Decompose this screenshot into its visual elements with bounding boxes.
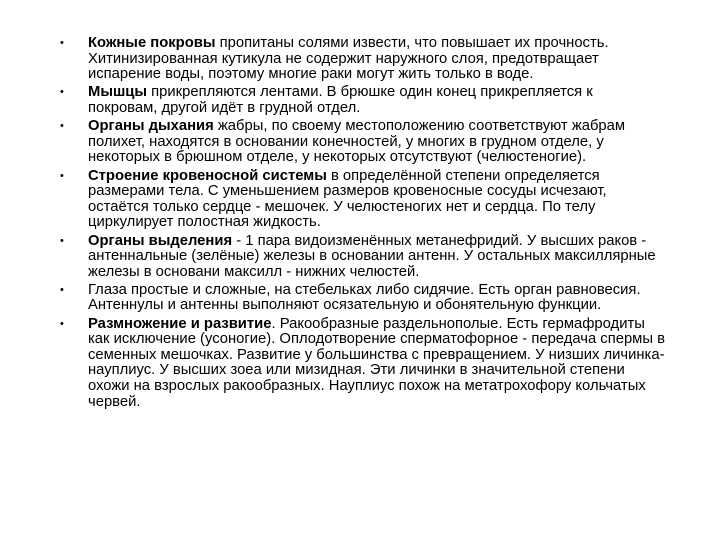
item-lead: Размножение и развитие [88,315,272,332]
bullet-dot: • [60,86,64,99]
list-item-muscles [60,85,665,116]
item-text: прикрепляются лентами. В брюшке один конец прикрепляется к покровам, другой идёт в грудной отдел. [88,84,593,116]
item-text: в определённой степени определяется размерами тела. С уменьшением размеров кровеносные сосуды исчезают, остаётся только сердце - мешочек. У челюстеногих нет и сердца. По телу циркулирует полостная жидкость. [88,167,607,231]
bullet-list [60,36,665,413]
list-item-reproduction [60,317,665,411]
list-item-respiration [60,119,665,166]
item-lead: Мышцы [88,84,148,101]
item-text: жабры, по своему местоположению соответствуют жабрам полихет, находятся в основании конечностей, у многих в грудном отделе, у некоторых в брюшном отделе, у некоторых отсутствуют (челюстеногие). [88,118,626,166]
item-text: . Ракообразные раздельнополые. Есть гермафродиты как исключение (усоногие). Оплодотворение сперматофорное - передача спермы в семенных мешочках. Развитие у большинства с превращением. У низших личинка- науплиус. У высших зоеа или мизидная. Эти личинки в значительной степени охожи на взрослых ракообразных. Науплиус похож на метатрохофору кольчатых червей. [88,315,665,410]
bullet-dot: • [60,37,64,49]
item-lead: Органы выделения [88,232,233,249]
item-text: - 1 пара видоизменённых метанефридий. У высших раков - антеннальные (зелёные) железы в основании антенн. У остальных максиллярные железы в основани максилл - нижних челюстей. [88,232,656,280]
list-item-skin [60,36,665,83]
bullet-dot: • [60,120,64,133]
bullet-dot: • [60,169,64,182]
item-text: пропитаны солями извести, что повышает их прочность. Хитинизированная кутикула не содержит наружного слоя, предотвращает испарение воды, поэтому многие раки могут жить только в воде. [88,35,609,83]
item-lead: Строение кровеносной системы [88,167,327,184]
bullet-dot: • [60,283,64,296]
bullet-dot: • [60,317,64,330]
item-lead: Кожные покровы [88,35,216,51]
list-item-excretion [60,234,665,281]
list-item-circulation [60,169,665,231]
item-text: Глаза простые и сложные, на стебельках либо сидячие. Есть орган равновесия. Антеннулы и антенны выполняют осязательную и обонятельную функции. [88,281,641,314]
list-item-eyes [60,283,665,314]
bullet-dot: • [60,234,64,247]
item-lead: Органы дыхания [88,118,214,135]
